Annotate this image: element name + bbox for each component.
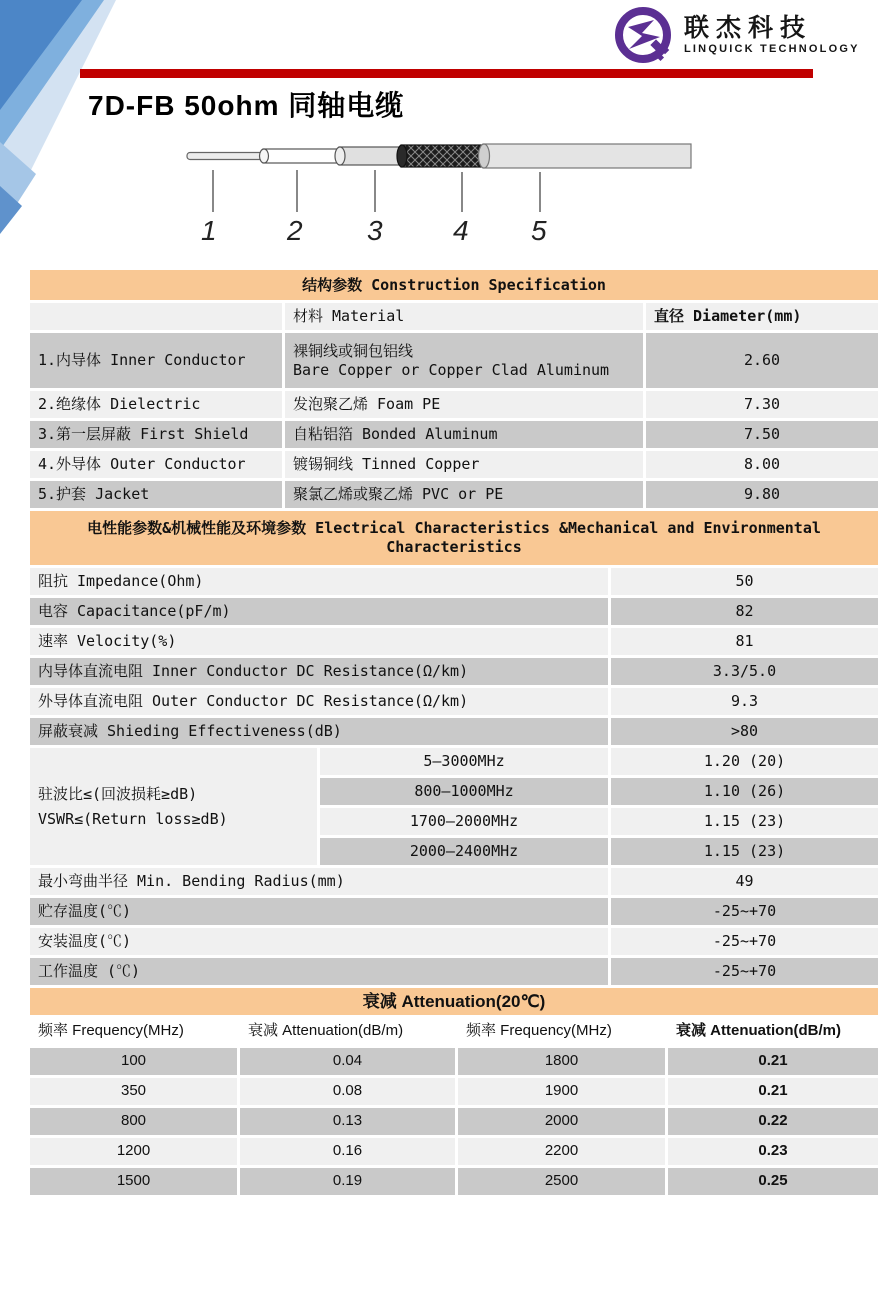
attenuation-cell: 0.08: [240, 1078, 455, 1105]
electrical-title-line2: Characteristics: [386, 538, 522, 556]
logo-company-name-en: LINQUICK TECHNOLOGY: [684, 42, 860, 55]
dielectric-segment: [263, 149, 343, 163]
outer-conductor-segment: [401, 145, 487, 167]
construction-table-title: 结构参数 Construction Specification: [30, 270, 878, 300]
attenuation-cell: 0.23: [668, 1138, 878, 1165]
diagram-label-2: 2: [287, 215, 303, 246]
construction-col-diameter: 直径 Diameter(mm): [646, 303, 878, 330]
construction-row-name: 1.内导体 Inner Conductor: [30, 333, 282, 388]
attenuation-cell: 1200: [30, 1138, 237, 1165]
vswr-value: 1.10 (26): [611, 778, 878, 805]
electrical-row-label: 安装温度(℃): [30, 928, 608, 955]
electrical-row-value: 50: [611, 568, 878, 595]
attenuation-cell: 2000: [458, 1108, 665, 1135]
electrical-table-title: [30, 511, 878, 565]
material-line1: 裸铜线或铜包铝线: [293, 341, 414, 360]
electrical-row-label: 工作温度 (℃): [30, 958, 608, 985]
electrical-row-value: -25~+70: [611, 928, 878, 955]
construction-row-name: 4.外导体 Outer Conductor: [30, 451, 282, 478]
construction-row-diameter: 7.50: [646, 421, 878, 448]
attenuation-header: 衰减 Attenuation(dB/m): [240, 1018, 455, 1045]
attenuation-cell: 0.25: [668, 1168, 878, 1195]
attenuation-cell: 1900: [458, 1078, 665, 1105]
cable-structure-diagram: [183, 136, 695, 248]
jacket-segment: [483, 144, 691, 168]
construction-row-name: 5.护套 Jacket: [30, 481, 282, 508]
electrical-row-value: 81: [611, 628, 878, 655]
attenuation-table-title: 衰减 Attenuation(20℃): [30, 988, 878, 1015]
electrical-table-2: [30, 868, 878, 985]
vswr-range: 1700—2000MHz: [320, 808, 608, 835]
construction-row-material: 自粘铝箔 Bonded Aluminum: [285, 421, 643, 448]
diagram-label-3: 3: [367, 215, 383, 246]
attenuation-cell: 0.04: [240, 1048, 455, 1075]
company-logo: [614, 3, 860, 67]
electrical-row-label: 最小弯曲半径 Min. Bending Radius(mm): [30, 868, 608, 895]
vswr-range: 800—1000MHz: [320, 778, 608, 805]
electrical-row-value: >80: [611, 718, 878, 745]
electrical-row-label: 电容 Capacitance(pF/m): [30, 598, 608, 625]
electrical-row-value: 3.3/5.0: [611, 658, 878, 685]
attenuation-header: 衰减 Attenuation(dB/m): [668, 1018, 878, 1045]
header-divider-rule: [80, 69, 813, 78]
electrical-row-label: 外导体直流电阻 Outer Conductor DC Resistance(Ω/km): [30, 688, 608, 715]
attenuation-header: 频率 Frequency(MHz): [458, 1018, 665, 1045]
vswr-label-cn: 驻波比≤(回波损耗≥dB): [38, 784, 198, 803]
diagram-label-5: 5: [531, 215, 547, 246]
page-title: 7D-FB 50ohm 同轴电缆: [88, 90, 405, 121]
electrical-row-value: 82: [611, 598, 878, 625]
construction-row-name: 2.绝缘体 Dielectric: [30, 391, 282, 418]
attenuation-cell: 1800: [458, 1048, 665, 1075]
inner-conductor-segment: [187, 153, 267, 160]
vswr-value: 1.20 (20): [611, 748, 878, 775]
construction-row-material: 镀锡铜线 Tinned Copper: [285, 451, 643, 478]
construction-row-material: [285, 333, 643, 388]
electrical-row-label: 内导体直流电阻 Inner Conductor DC Resistance(Ω/km): [30, 658, 608, 685]
material-line2: Bare Copper or Copper Clad Aluminum: [293, 360, 610, 379]
construction-row-diameter: 9.80: [646, 481, 878, 508]
attenuation-cell: 0.19: [240, 1168, 455, 1195]
attenuation-cell: 2500: [458, 1168, 665, 1195]
logo-mark-icon: [614, 3, 676, 67]
vswr-value: 1.15 (23): [611, 808, 878, 835]
logo-company-name-cn: 联杰科技: [684, 14, 813, 43]
electrical-row-value: -25~+70: [611, 898, 878, 925]
attenuation-cell: 800: [30, 1108, 237, 1135]
electrical-row-label: 屏蔽衰减 Shieding Effectiveness(dB): [30, 718, 608, 745]
construction-corner-cell: [30, 303, 282, 330]
vswr-range: 5—3000MHz: [320, 748, 608, 775]
construction-row-material: 发泡聚乙烯 Foam PE: [285, 391, 643, 418]
vswr-label-en: VSWR≤(Return loss≥dB): [38, 809, 228, 828]
electrical-row-value: 9.3: [611, 688, 878, 715]
electrical-row-label: 贮存温度(℃): [30, 898, 608, 925]
attenuation-cell: 100: [30, 1048, 237, 1075]
vswr-label-cell: [30, 748, 317, 865]
attenuation-cell: 0.16: [240, 1138, 455, 1165]
construction-row-diameter: 7.30: [646, 391, 878, 418]
diagram-label-4: 4: [453, 215, 469, 246]
construction-row-diameter: 2.60: [646, 333, 878, 388]
attenuation-cell: 0.21: [668, 1078, 878, 1105]
attenuation-cell: 2200: [458, 1138, 665, 1165]
construction-col-material: 材料 Material: [285, 303, 643, 330]
attenuation-table: [30, 988, 878, 1195]
attenuation-cell: 350: [30, 1078, 237, 1105]
electrical-row-value: -25~+70: [611, 958, 878, 985]
attenuation-header: 频率 Frequency(MHz): [30, 1018, 237, 1045]
attenuation-cell: 0.22: [668, 1108, 878, 1135]
attenuation-cell: 1500: [30, 1168, 237, 1195]
attenuation-cell: 0.13: [240, 1108, 455, 1135]
construction-row-diameter: 8.00: [646, 451, 878, 478]
first-shield-segment: [339, 147, 405, 165]
vswr-block: [30, 748, 878, 865]
electrical-row-label: 速率 Velocity(%): [30, 628, 608, 655]
construction-row-name: 3.第一层屏蔽 First Shield: [30, 421, 282, 448]
construction-row-material: 聚氯乙烯或聚乙烯 PVC or PE: [285, 481, 643, 508]
electrical-row-label: 阻抗 Impedance(Ohm): [30, 568, 608, 595]
attenuation-cell: 0.21: [668, 1048, 878, 1075]
vswr-range: 2000—2400MHz: [320, 838, 608, 865]
vswr-value: 1.15 (23): [611, 838, 878, 865]
construction-table: [30, 270, 878, 508]
electrical-table: [30, 511, 878, 745]
electrical-row-value: 49: [611, 868, 878, 895]
electrical-title-line1: 电性能参数&机械性能及环境参数 Electrical Characteristics &Mechanical and Environmental: [87, 519, 821, 538]
diagram-label-1: 1: [201, 215, 217, 246]
